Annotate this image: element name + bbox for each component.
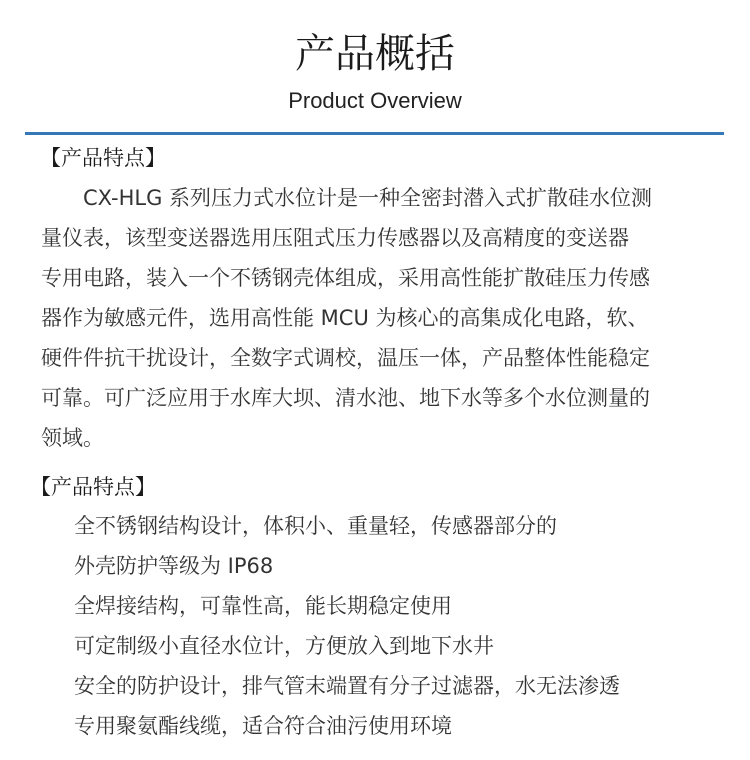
section-heading-description: 【产品特点】 [40,146,166,170]
description-line: 领域。 [41,426,104,450]
description-line: 可靠。可广泛应用于水库大坝、清水池、地下水等多个水位测量的 [41,386,650,410]
feature-item: 全不锈钢结构设计，体积小、重量轻，传感器部分的 [74,514,557,538]
description-line: 硬件件抗干扰设计，全数字式调校，温压一体，产品整体性能稳定 [41,346,650,370]
page-title: 产品概括 [295,31,455,77]
feature-item: 外壳防护等级为 IP68 [74,554,274,578]
description-line: 器作为敏感元件，选用高性能 MCU 为核心的高集成化电路，软、 [41,306,649,330]
description-line: 专用电路，装入一个不锈钢壳体组成，采用高性能扩散硅压力传感 [41,266,650,290]
feature-item: 专用聚氨酯线缆，适合符合油污使用环境 [74,714,452,738]
feature-item: 可定制级小直径水位计，方便放入到地下水井 [74,634,494,658]
description-line: 量仪表，该型变送器选用压阻式压力传感器以及高精度的变送器 [41,226,629,250]
title-divider [25,132,724,135]
section-heading-features: 【产品特点】 [30,475,156,499]
feature-item: 安全的防护设计，排气管末端置有分子过滤器，水无法渗透 [74,674,620,698]
feature-item: 全焊接结构，可靠性高，能长期稳定使用 [74,594,452,618]
page-subtitle: Product Overview [288,88,462,113]
description-line: CX-HLG 系列压力式水位计是一种全密封潜入式扩散硅水位测 [41,186,653,210]
